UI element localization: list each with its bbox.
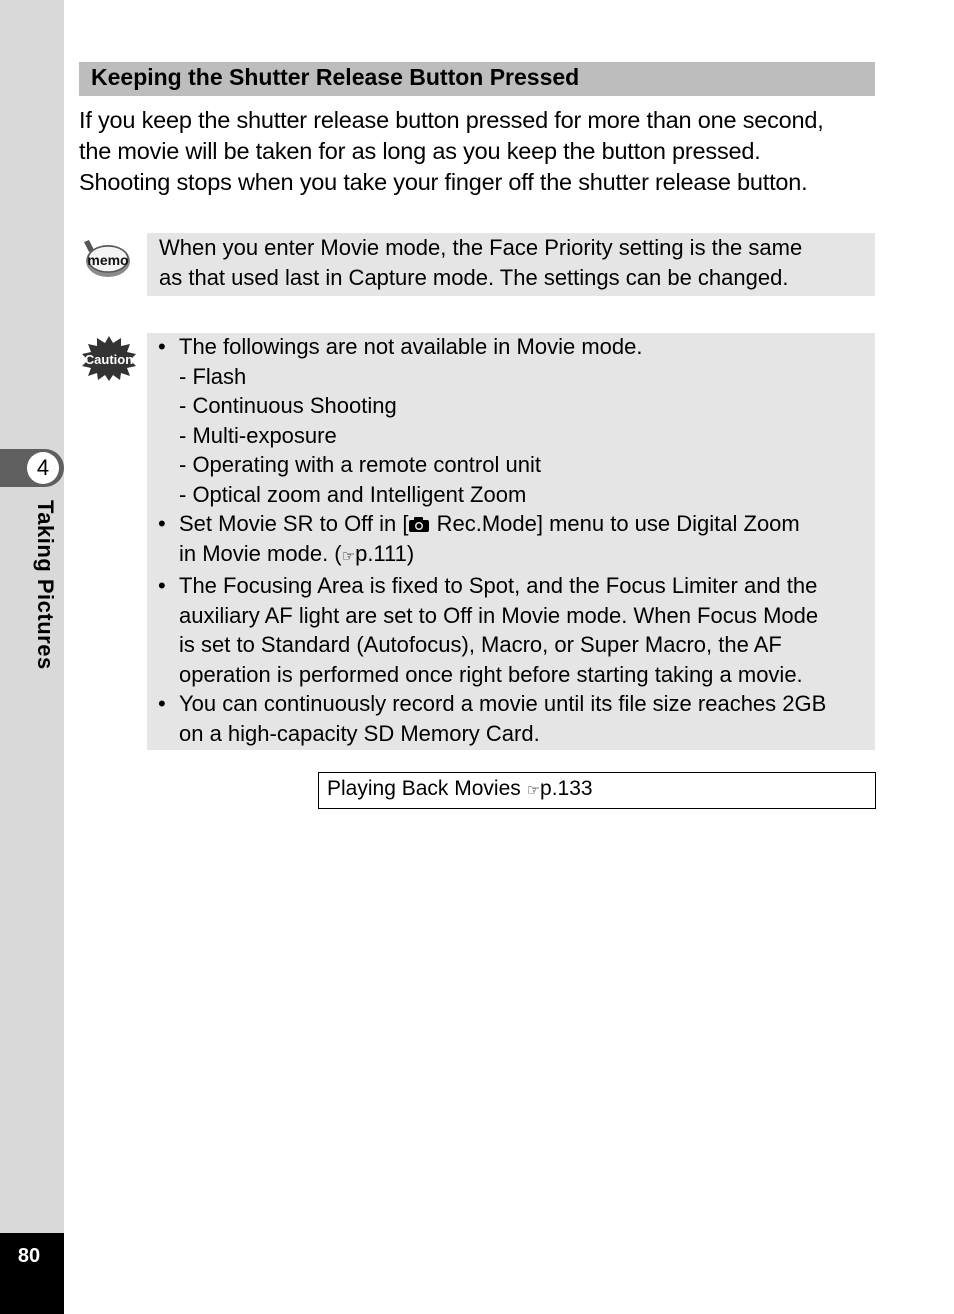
reference-box bbox=[318, 772, 876, 809]
chapter-title: Taking Pictures bbox=[33, 500, 58, 670]
reference-page-link[interactable]: p.133 bbox=[540, 777, 593, 800]
camera-icon bbox=[408, 516, 430, 532]
memo-note bbox=[147, 233, 875, 296]
intro-line: Shooting stops when you take your finger off the shutter release button. bbox=[79, 169, 808, 195]
page-reference-link[interactable]: p.111) bbox=[355, 540, 415, 566]
caution-item-line: Set Movie SR to Off in [ bbox=[179, 511, 409, 536]
memo-line: as that used last in Capture mode. The settings can be changed. bbox=[159, 265, 789, 290]
caution-item-line: The followings are not available in Movie mode. bbox=[179, 334, 643, 359]
memo-icon-label: memo bbox=[87, 252, 129, 268]
caution-item-text bbox=[179, 509, 870, 571]
caution-item-line: You can continuously record a movie until its file size reaches 2GB bbox=[179, 691, 827, 716]
intro-paragraph bbox=[79, 105, 879, 198]
caution-list bbox=[158, 332, 870, 748]
reference-label: Playing Back Movies bbox=[327, 777, 527, 800]
caution-item bbox=[158, 332, 870, 362]
caution-item-text bbox=[179, 332, 870, 362]
page-reference-icon: ☞ bbox=[341, 547, 356, 565]
caution-item-line: is set to Standard (Autofocus), Macro, or Super Macro, the AF bbox=[179, 632, 782, 657]
caution-icon bbox=[80, 334, 138, 382]
caution-subitem: - Flash bbox=[179, 363, 247, 389]
caution-item-line: The Focusing Area is fixed to Spot, and the Focus Limiter and the bbox=[179, 573, 818, 598]
bullet-dot: • bbox=[158, 573, 166, 598]
bullet-dot: • bbox=[158, 334, 166, 359]
section-heading: Keeping the Shutter Release Button Pressed bbox=[79, 62, 875, 96]
caution-subitem: - Optical zoom and Intelligent Zoom bbox=[179, 481, 527, 507]
caution-item-text bbox=[179, 689, 870, 748]
caution-item bbox=[158, 571, 870, 689]
caution-item-line: Rec.Mode] menu to use Digital Zoom bbox=[430, 511, 800, 536]
caution-item-line: operation is performed once right before starting taking a movie. bbox=[179, 661, 803, 687]
page-number: 80 bbox=[17, 1245, 41, 1267]
page-reference-icon: ☞ bbox=[526, 782, 541, 799]
caution-item bbox=[158, 689, 870, 748]
caution-subitem: - Continuous Shooting bbox=[179, 393, 397, 418]
caution-item bbox=[158, 509, 870, 571]
intro-line: the movie will be taken for as long as you keep the button pressed. bbox=[79, 138, 761, 164]
caution-subitem: - Multi-exposure bbox=[179, 422, 337, 448]
caution-item-text bbox=[179, 571, 870, 689]
caution-subitem: - Operating with a remote control unit bbox=[179, 452, 541, 477]
memo-icon bbox=[80, 236, 132, 282]
caution-icon-label: Caution bbox=[84, 352, 134, 367]
chapter-number: 4 bbox=[27, 452, 59, 484]
caution-item-line: on a high-capacity SD Memory Card. bbox=[179, 720, 540, 746]
intro-line: If you keep the shutter release button pressed for more than one second, bbox=[79, 107, 824, 133]
caution-item-line: auxiliary AF light are set to Off in Movie mode. When Focus Mode bbox=[179, 602, 819, 628]
bullet-dot: • bbox=[158, 691, 166, 716]
bullet-dot: • bbox=[158, 511, 166, 536]
memo-line: When you enter Movie mode, the Face Priority setting is the same bbox=[159, 235, 803, 260]
caution-item-line: in Movie mode. ( bbox=[179, 540, 342, 566]
